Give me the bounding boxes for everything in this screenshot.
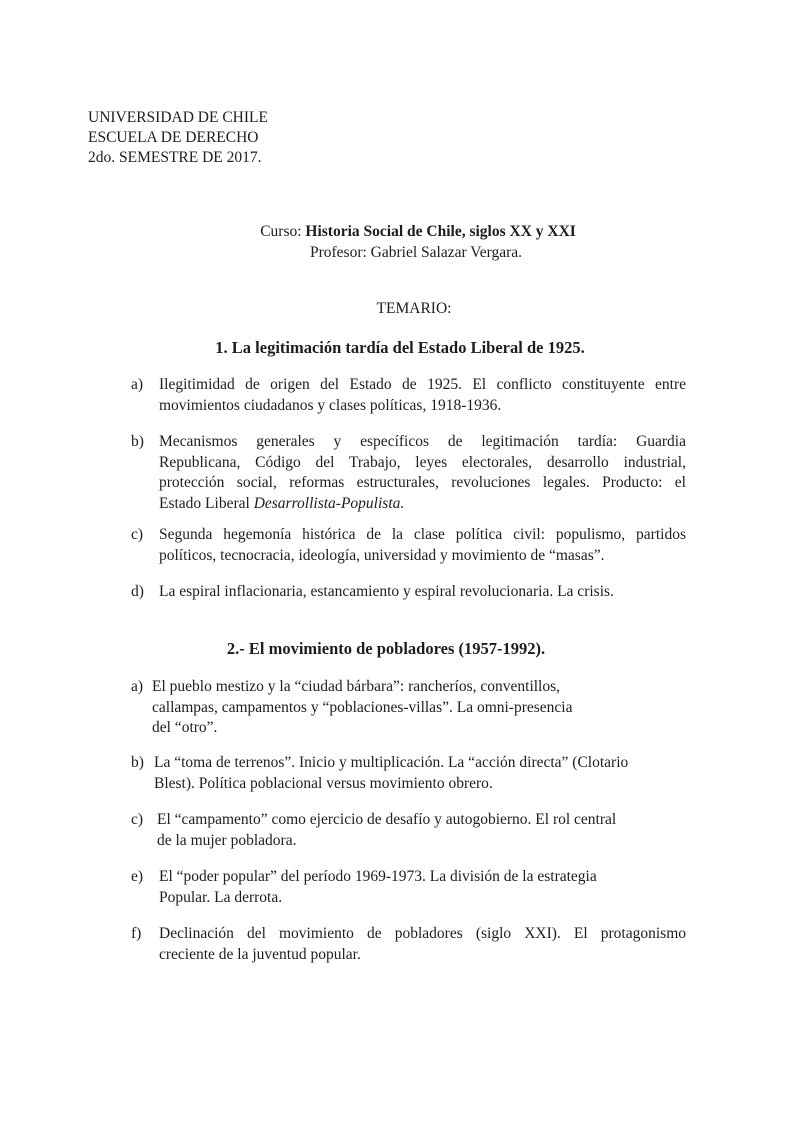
item-line: movimientos ciudadanos y clases políticas, 1918-1936. [159,396,502,414]
section-1-item-c [131,525,686,566]
item-line-last [159,494,686,515]
item-label: b) [131,433,144,450]
item-line: protección social, reformas estructurales, revoluciones legales. Producto: el [159,474,686,491]
item-label: f) [131,925,142,942]
item-line: políticos, tecnocracia, ideología, universidad y movimiento de “masas”. [159,546,605,564]
item-line: El pueblo mestizo y la “ciudad bárbara”: rancheríos, conventillos, [152,678,561,695]
item-italic-text: Desarrollista-Populista. [253,494,405,512]
item-label: c) [131,526,144,543]
item-line: Blest). Política poblacional versus movimiento obrero. [154,774,493,792]
course-label: Curso: [260,223,306,240]
item-label: e) [131,868,144,885]
item-line: Mecanismos generales y específicos de legitimación tardía: Guardia [159,433,686,450]
item-line: Ilegitimidad de origen del Estado de 1925. El conflicto constituyente entre [159,376,686,393]
item-line: Declinación del movimiento de pobladores (siglo XXI). El protagonismo [159,925,686,942]
section-2-item-e [131,867,671,908]
item-label: a) [131,678,144,695]
section-2-item-f [131,924,686,965]
section-1-title: 1. La legitimación tardía del Estado Liberal de 1925. [215,338,585,357]
section-2-item-c [131,810,671,851]
item-line: callampas, campamentos y “poblaciones-villas”. La omni-presencia [152,698,573,716]
item-line: Popular. La derrota. [159,888,283,906]
course-name: Historia Social de Chile, siglos XX y XXI [305,223,576,240]
item-label: b) [131,754,144,771]
item-line: de la mujer pobladora. [157,831,297,849]
institution-header [88,108,268,168]
section-1-item-d [131,582,686,603]
section-1-item-a [131,375,686,416]
item-label: c) [131,811,144,828]
item-text: Estado Liberal [159,494,254,512]
item-label: a) [131,376,144,393]
section-2-item-b [131,753,671,794]
item-line: Republicana, Código del Trabajo, leyes electorales, desarrollo industrial, [159,453,686,471]
university-name: UNIVERSIDAD DE CHILE [88,109,268,126]
temario-heading: TEMARIO: [376,300,452,317]
item-line: del “otro”. [152,719,218,736]
school-name: ESCUELA DE DERECHO [88,129,259,146]
item-line: El “poder popular” del período 1969-1973. La división de la estrategia [159,868,597,885]
item-line: El “campamento” como ejercicio de desafío y autogobierno. El rol central [157,811,617,828]
semester: 2do. SEMESTRE DE 2017. [88,149,262,166]
section-2-item-a [131,677,671,739]
professor-line: Profesor: Gabriel Salazar Vergara. [309,244,523,261]
item-label: d) [131,583,144,600]
section-2-title: 2.- El movimiento de pobladores (1957-1992). [226,639,546,658]
item-line: Segunda hegemonía histórica de la clase política civil: populismo, partidos [159,526,686,543]
item-line: creciente de la juventud popular. [159,945,361,963]
item-line: La “toma de terrenos”. Inicio y multiplicación. La “acción directa” (Clotario [154,754,629,771]
section-1-item-b [131,432,686,514]
item-line: La espiral inflacionaria, estancamiento y espiral revolucionaria. La crisis. [159,583,614,600]
course-line [18,223,800,241]
